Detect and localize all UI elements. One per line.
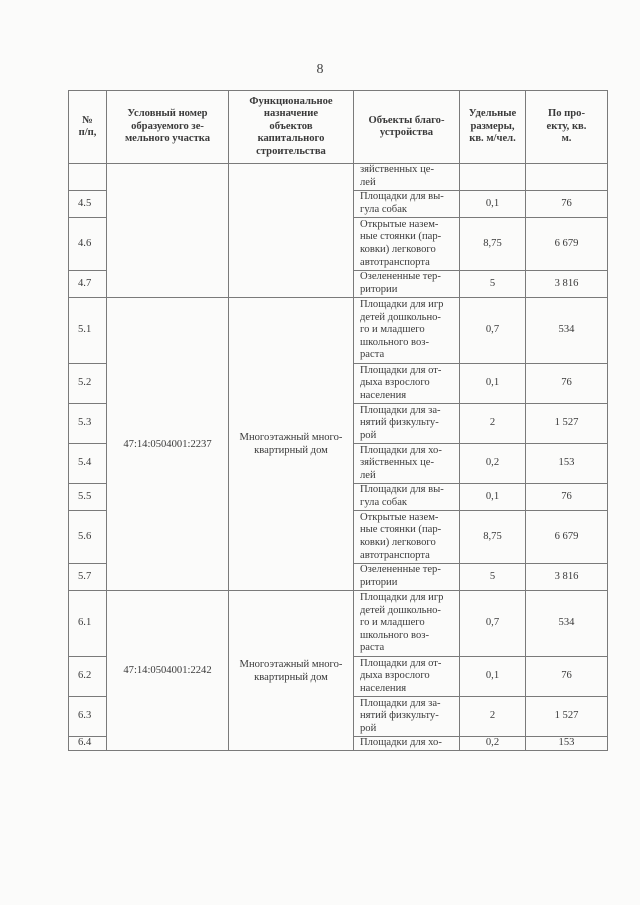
specific-size-cell: 0,7 <box>460 591 526 657</box>
object-cell: Площадки для за- нятий физкульту- рой <box>354 697 460 737</box>
table-row <box>69 164 608 191</box>
object-cell: Озелененные тер- ритории <box>354 271 460 298</box>
specific-size-cell: 5 <box>460 564 526 591</box>
object-cell: Площадки для игр детей дошкольно- го и младшего школьного воз- раста <box>354 298 460 364</box>
specific-size-cell: 0,1 <box>460 364 526 404</box>
table-row <box>69 591 608 657</box>
row-number: 4.7 <box>69 271 107 298</box>
row-number: 6.4 <box>69 737 107 751</box>
header-number: № п/п, <box>69 91 107 164</box>
project-area-cell <box>526 164 608 191</box>
project-area-cell: 534 <box>526 298 608 364</box>
project-area-cell: 3 816 <box>526 564 608 591</box>
row-number: 6.1 <box>69 591 107 657</box>
row-number: 6.3 <box>69 697 107 737</box>
specific-size-cell <box>460 164 526 191</box>
header-project-area: По про- екту, кв. м. <box>526 91 608 164</box>
row-number: 5.7 <box>69 564 107 591</box>
row-number: 5.5 <box>69 484 107 511</box>
header-plot-number: Условный номер образуемого зе- мельного участка <box>107 91 229 164</box>
object-cell: Открытые назем- ные стоянки (пар- ковки) легкового автотранспорта <box>354 511 460 564</box>
specific-size-cell: 2 <box>460 404 526 444</box>
plot-number-cell: 47:14:0504001:2242 <box>107 591 229 751</box>
specific-size-cell: 0,2 <box>460 444 526 484</box>
project-area-cell: 1 527 <box>526 404 608 444</box>
object-cell: Площадки для вы- гула собак <box>354 484 460 511</box>
project-area-cell: 153 <box>526 737 608 751</box>
object-cell: Площадки для за- нятий физкульту- рой <box>354 404 460 444</box>
object-cell: Площадки для хо- зяйственных це- лей <box>354 444 460 484</box>
specific-size-cell: 0,1 <box>460 484 526 511</box>
row-number: 5.2 <box>69 364 107 404</box>
row-number: 6.2 <box>69 657 107 697</box>
object-cell: Площадки для хо- <box>354 737 460 751</box>
project-area-cell: 6 679 <box>526 218 608 271</box>
specific-size-cell: 0,1 <box>460 657 526 697</box>
specific-size-cell: 5 <box>460 271 526 298</box>
specific-size-cell: 8,75 <box>460 511 526 564</box>
project-area-cell: 153 <box>526 444 608 484</box>
object-cell: зяйственных це- лей <box>354 164 460 191</box>
project-area-cell: 1 527 <box>526 697 608 737</box>
page-number: 8 <box>316 62 324 77</box>
row-number: 4.5 <box>69 191 107 218</box>
header-specific-size: Удельные размеры, кв. м/чел. <box>460 91 526 164</box>
object-cell: Открытые назем- ные стоянки (пар- ковки) легкового автотранспорта <box>354 218 460 271</box>
object-cell: Площадки для от- дыха взрослого населения <box>354 657 460 697</box>
project-area-cell: 76 <box>526 484 608 511</box>
row-number: 5.4 <box>69 444 107 484</box>
specific-size-cell: 0,1 <box>460 191 526 218</box>
project-area-cell: 76 <box>526 657 608 697</box>
specific-size-cell: 8,75 <box>460 218 526 271</box>
object-cell: Площадки для вы- гула собак <box>354 191 460 218</box>
object-cell: Озелененные тер- ритории <box>354 564 460 591</box>
row-number: 5.1 <box>69 298 107 364</box>
project-area-cell: 76 <box>526 364 608 404</box>
function-cell: Многоэтажный много- квартирный дом <box>229 591 354 751</box>
table-row <box>69 298 608 364</box>
specific-size-cell: 2 <box>460 697 526 737</box>
row-number: 4.6 <box>69 218 107 271</box>
specific-size-cell: 0,7 <box>460 298 526 364</box>
function-cell <box>229 164 354 298</box>
function-cell: Многоэтажный много- квартирный дом <box>229 298 354 591</box>
plot-number-cell <box>107 164 229 298</box>
project-area-cell: 534 <box>526 591 608 657</box>
plot-number-cell: 47:14:0504001:2237 <box>107 298 229 591</box>
landscaping-table <box>68 90 608 751</box>
row-number: 5.3 <box>69 404 107 444</box>
row-number <box>69 164 107 191</box>
project-area-cell: 76 <box>526 191 608 218</box>
header-objects: Объекты благо- устройства <box>354 91 460 164</box>
table-header-row <box>69 91 608 164</box>
project-area-cell: 3 816 <box>526 271 608 298</box>
row-number: 5.6 <box>69 511 107 564</box>
project-area-cell: 6 679 <box>526 511 608 564</box>
specific-size-cell: 0,2 <box>460 737 526 751</box>
object-cell: Площадки для игр детей дошкольно- го и младшего школьного воз- раста <box>354 591 460 657</box>
header-function: Функциональное назначение объектов капитального строительства <box>229 91 354 164</box>
object-cell: Площадки для от- дыха взрослого населения <box>354 364 460 404</box>
